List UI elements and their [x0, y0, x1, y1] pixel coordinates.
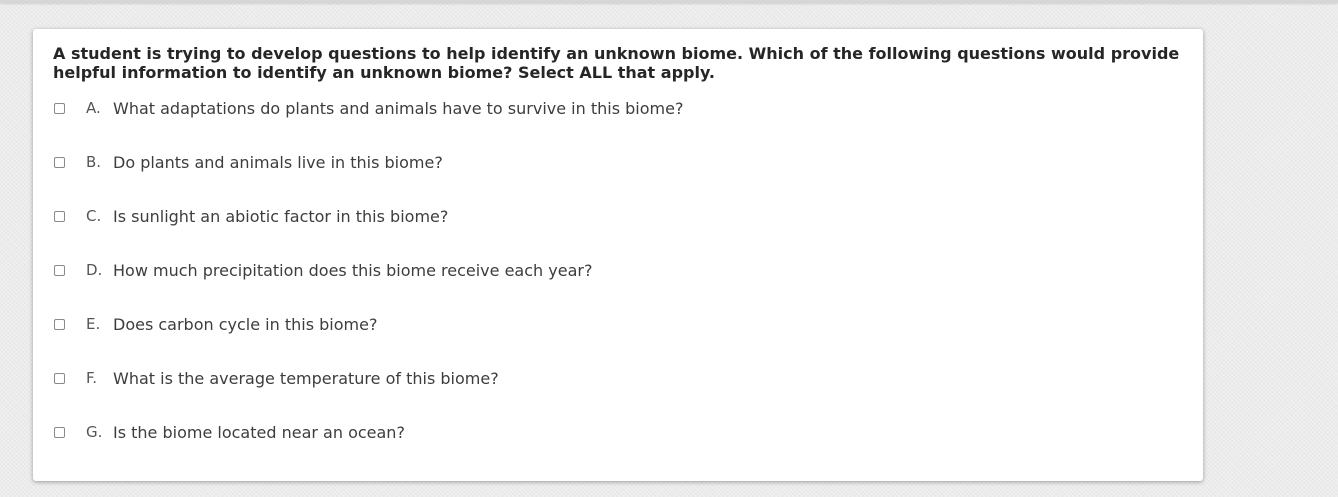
choice-text: Does carbon cycle in this biome? — [113, 314, 378, 334]
checkbox-g[interactable] — [54, 427, 65, 438]
answer-choices-list — [33, 29, 1203, 481]
choice-letter: A. — [86, 99, 101, 117]
checkbox-a[interactable] — [54, 103, 65, 114]
choice-e[interactable] — [53, 312, 1153, 336]
top-toolbar-edge — [0, 0, 1338, 3]
choice-text: Do plants and animals live in this biome? — [113, 152, 443, 172]
choice-text: What adaptations do plants and animals have to survive in this biome? — [113, 98, 684, 118]
checkbox-b[interactable] — [54, 157, 65, 168]
choice-g[interactable] — [53, 420, 1153, 444]
choice-d[interactable] — [53, 258, 1153, 282]
choice-letter: F. — [86, 369, 97, 387]
choice-f[interactable] — [53, 366, 1153, 390]
choice-letter: C. — [86, 207, 102, 225]
question-card — [33, 29, 1203, 481]
checkbox-e[interactable] — [54, 319, 65, 330]
choice-letter: G. — [86, 423, 103, 441]
choice-text: How much precipitation does this biome receive each year? — [113, 260, 593, 280]
checkbox-c[interactable] — [54, 211, 65, 222]
checkbox-f[interactable] — [54, 373, 65, 384]
choice-letter: E. — [86, 315, 101, 333]
choice-text: What is the average temperature of this biome? — [113, 368, 499, 388]
choice-letter: D. — [86, 261, 103, 279]
choice-text: Is the biome located near an ocean? — [113, 422, 405, 442]
checkbox-d[interactable] — [54, 265, 65, 276]
choice-text: Is sunlight an abiotic factor in this biome? — [113, 206, 449, 226]
choice-a[interactable] — [53, 96, 1153, 120]
choice-letter: B. — [86, 153, 102, 171]
choice-b[interactable] — [53, 150, 1153, 174]
question-stem: A student is trying to develop questions to help identify an unknown biome. Which of the following questions would provide helpful information to identify an unknown biome? Select ALL that apply. — [53, 44, 1180, 82]
choice-c[interactable] — [53, 204, 1153, 228]
